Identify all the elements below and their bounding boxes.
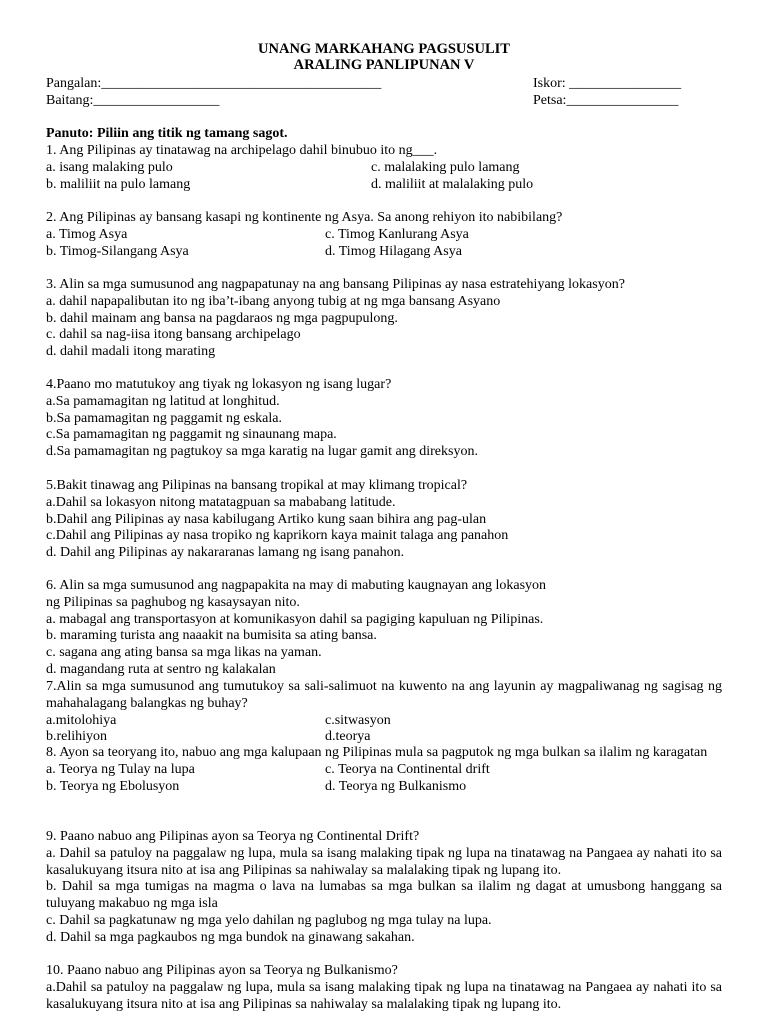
choice-d: d. Timog Hilagang Asya: [325, 243, 462, 259]
choice-c: c. sagana ang ating bansa sa mga likas na yaman.: [46, 645, 322, 661]
choice-d: d. maliliit at malalaking pulo: [371, 176, 534, 192]
exam-header: [0, 41, 768, 73]
choice-b: b. Timog-Silangang Asya: [46, 243, 189, 259]
choice-a: a. Teorya ng Tulay na lupa: [46, 761, 195, 777]
exam-title: UNANG MARKAHANG PAGSUSULIT: [258, 41, 510, 57]
question-4: [46, 377, 722, 461]
choice-d: d. Dahil sa mga pagkaubos ng mga bundok na ginawang sakahan.: [46, 929, 415, 945]
question-stem: 5.Bakit tinawag ang Pilipinas na bansang tropikal at may klimang tropical?: [46, 478, 468, 493]
choice-a: a. Dahil sa patuloy na paggalaw ng lupa, mula sa isang malaking tipak ng lupa na tinatawag na Pangaea ay nahati ito sa kasalukuyang itsura nito at isa ang Pilipinas sa nahiwalay sa malalaking tipak ng lupang ito.: [46, 845, 722, 878]
choice-b: b.Sa pamamagitan ng paggamit ng eskala.: [46, 410, 282, 426]
question-stem: 1. Ang Pilipinas ay tinatawag na archipelago dahil binubuo ito ng___.: [46, 143, 438, 158]
question-1: [46, 143, 722, 193]
choice-b: b.Dahil ang Pilipinas ay nasa kabilugang Artiko kung saan bihira ang pag-ulan: [46, 511, 487, 527]
question-stem: 4.Paano mo matutukoy ang tiyak ng lokasyon ng isang lugar?: [46, 377, 392, 392]
date-field: Petsa:________________: [533, 93, 679, 108]
choice-c: c. malalaking pulo lamang: [371, 159, 520, 175]
choice-a: a.mitolohiya: [46, 712, 117, 728]
question-stem: 7.Alin sa mga sumusunod ang tumutukoy sa sali-salimuot na kuwento na ang layunin ay magpaliwanag ng sagisag ng mahahalagang balangkas ng buhay?: [46, 679, 722, 711]
choice-c: c.Dahil ang Pilipinas ay nasa tropiko ng kaprikorn kaya mainit talaga ang panahon: [46, 528, 509, 544]
choice-b: b. dahil mainam ang bansa na pagdaraos ng mga pagpupulong.: [46, 310, 398, 326]
exam-subject: ARALING PANLIPUNAN V: [293, 57, 475, 73]
choice-a: a.Dahil sa patuloy na paggalaw ng lupa, mula sa isang malaking tipak ng lupa na tinatawag na Pangaea ay nahati ito sa kasalukuyang itsura nito at isa ang Pilipinas sa nahiwalay sa malalaking tipak ng lupang ito.: [46, 979, 722, 1012]
choice-d: d. Dahil ang Pilipinas ay nakararanas lamang ng isang panahon.: [46, 545, 405, 561]
score-field: Iskor: ________________: [533, 76, 682, 91]
question-stem: 6. Alin sa mga sumusunod ang nagpapakita na may di mabuting kaugnayan ang lokasyon: [46, 578, 547, 593]
question-7: [46, 679, 722, 746]
choice-c: c. dahil sa nag-iisa itong bansang archipelago: [46, 327, 301, 343]
choice-d: d. dahil madali itong marating: [46, 344, 216, 360]
question-stem: 9. Paano nabuo ang Pilipinas ayon sa Teorya ng Continental Drift?: [46, 829, 420, 844]
choice-d: d. magandang ruta at sentro ng kalakalan: [46, 661, 276, 677]
instructions: Panuto: Piliin ang titik ng tamang sagot.: [46, 126, 288, 141]
choice-d: d.Sa pamamagitan ng pagtukoy sa mga karatig na lugar gamit ang direksyon.: [46, 444, 478, 460]
choice-b: b. Dahil sa mga tumigas na magma o lava na lumabas sa mga bulkan sa ilalim ng dagat at umusbong hanggang sa tuluyang makabuo ng mga isla: [46, 879, 722, 912]
choice-b: b. Teorya ng Ebolusyon: [46, 778, 180, 794]
choice-a: a. isang malaking pulo: [46, 159, 173, 175]
question-stem-cont: ng Pilipinas sa paghubog ng kasaysayan nito.: [46, 594, 300, 610]
choice-c: c.sitwasyon: [325, 712, 391, 728]
choice-b: b. maliliit na pulo lamang: [46, 176, 191, 192]
question-6: [46, 578, 722, 679]
question-stem: 3. Alin sa mga sumusunod ang nagpapatunay na ang bansang Pilipinas ay nasa estratehiyang lokasyon?: [46, 277, 625, 292]
question-stem: 2. Ang Pilipinas ay bansang kasapi ng kontinente ng Asya. Sa anong rehiyon ito nabibilang?: [46, 210, 563, 225]
choice-a: a.Sa pamamagitan ng latitud at longhitud.: [46, 393, 280, 409]
name-field: Pangalan:________________________________________: [46, 76, 382, 91]
question-10: [46, 963, 722, 1013]
question-8: [46, 745, 722, 795]
choice-c: c. Teorya na Continental drift: [325, 761, 490, 777]
choice-d: d.teorya: [325, 729, 371, 745]
choice-a: a.Dahil sa lokasyon nitong matatagpuan sa mababang latitude.: [46, 494, 396, 510]
choice-c: c.Sa pamamagitan ng paggamit ng sinaunang mapa.: [46, 427, 337, 443]
question-5: [46, 478, 722, 562]
choice-b: b.relihiyon: [46, 729, 108, 745]
choice-a: a. Timog Asya: [46, 226, 128, 242]
choice-b: b. maraming turista ang naaakit na bumisita sa ating bansa.: [46, 628, 377, 644]
choice-d: d. Teorya ng Bulkanismo: [325, 778, 467, 794]
question-3: [46, 277, 722, 361]
choice-a: a. mabagal ang transportasyon at komunikasyon dahil sa pagiging kapuluan ng Pilipinas.: [46, 611, 544, 627]
question-9: [46, 829, 722, 947]
question-2: [46, 210, 722, 260]
choice-c: c. Dahil sa pagkatunaw ng mga yelo dahilan ng paglubog ng mga tulay na lupa.: [46, 912, 492, 928]
question-stem: 8. Ayon sa teoryang ito, nabuo ang mga kalupaan ng Pilipinas mula sa pagputok ng mga bulkan sa ilalim ng karagatan: [46, 745, 708, 760]
grade-field: Baitang:__________________: [46, 93, 220, 108]
question-stem: 10. Paano nabuo ang Pilipinas ayon sa Teorya ng Bulkanismo?: [46, 963, 398, 978]
choice-c: c. Timog Kanlurang Asya: [325, 226, 469, 242]
choice-a: a. dahil napapalibutan ito ng iba’t-ibang anyong tubig at ng mga bansang Asyano: [46, 293, 501, 309]
